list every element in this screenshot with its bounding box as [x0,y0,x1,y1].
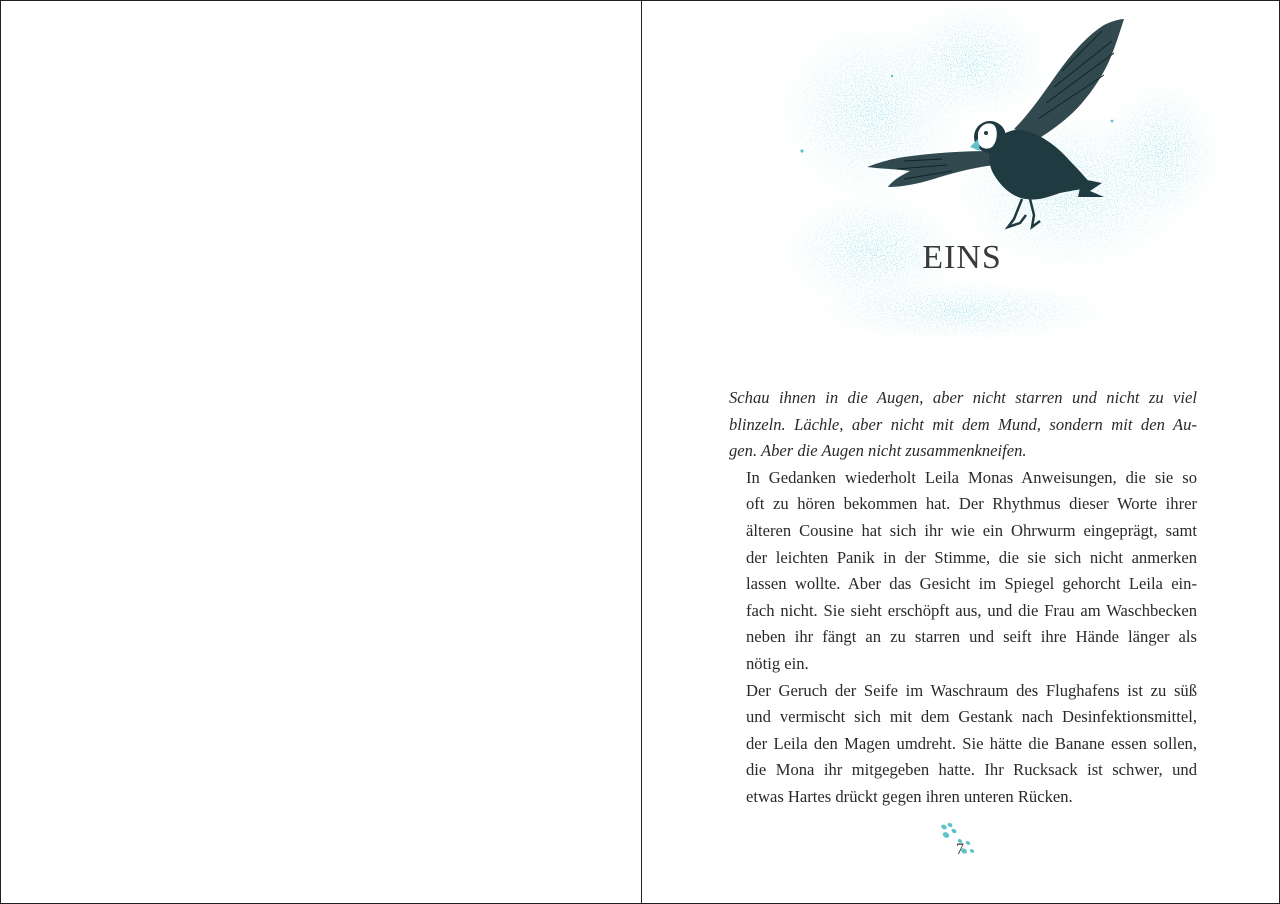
text-line: älteren Cousine hat sich ihr wie ein Ohrwurm eingeprägt, samt [746,520,1197,540]
page-number: 7 [956,841,964,858]
text-line: gen. Aber die Augen nicht zusammenkneifen. [729,441,1027,461]
right-page [642,1,1279,903]
text-line: In Gedanken wiederholt Leila Monas Anweisungen, die sie so [746,467,1197,487]
text-line: neben ihr fängt an zu starren und seift ihre Hände länger als [746,627,1197,647]
text-line: oft zu hören bekommen hat. Der Rhythmus dieser Worte ihrer [746,494,1197,514]
left-page-blank [1,1,641,903]
text-line: der leichten Panik in der Stimme, die sie sich nicht anmerken [746,547,1197,567]
text-line: fach nicht. Sie sieht erschöpft aus, und die Frau am Waschbecken [746,600,1197,620]
text-line: Schau ihnen in die Augen, aber nicht starren und nicht zu viel [729,388,1197,407]
text-line: die Mona ihr mitgegeben hatte. Ihr Rucksack ist schwer, und [746,760,1197,780]
body-text [729,385,1197,811]
page-footer [938,821,982,865]
text-line: lassen wollte. Aber das Gesicht im Spiegel gehorcht Leila ein- [746,574,1197,594]
chapter-title: EINS [922,239,1002,276]
paragraph [729,678,1197,811]
paragraph [729,385,1197,465]
paragraph [729,465,1197,678]
text-line: blinzeln. Lächle, aber nicht mit dem Mund, sondern mit den Au- [729,414,1197,434]
text-line: und vermischt sich mit dem Gestank nach Desinfektionsmittel, [746,707,1197,727]
text-line: nötig ein. [746,653,809,673]
text-line: Der Geruch der Seife im Waschraum des Flughafens ist zu süß [746,680,1197,700]
text-line: der Leila den Magen umdreht. Sie hätte die Banane essen sollen, [746,733,1197,753]
puffin-in-flight-icon [642,1,1279,361]
text-line: etwas Hartes drückt gegen ihren unteren Rücken. [746,786,1073,806]
